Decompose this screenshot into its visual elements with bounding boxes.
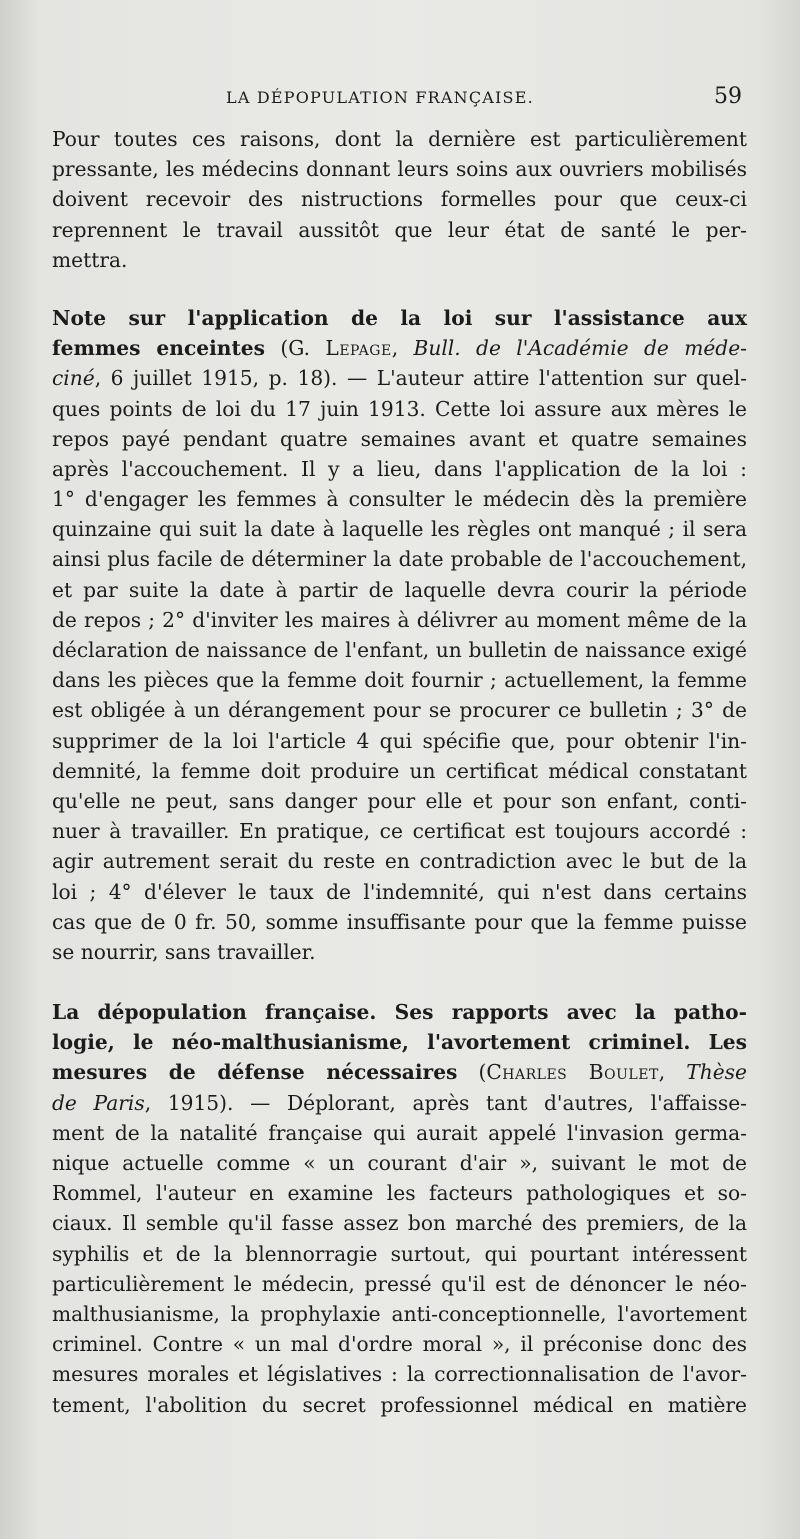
- page-header: [52, 84, 742, 118]
- paragraph-2: [52, 303, 747, 967]
- text-line: malthusianisme, la prophylaxie anti-conceptionnelle, l'avortement: [52, 1301, 747, 1326]
- entry-title: mesures de défense nécessaires: [52, 1060, 458, 1085]
- text-line: et par suite la date à partir de laquelle devra courir la période: [52, 577, 747, 602]
- text-line: [52, 333, 747, 363]
- text-line: tement, l'abolition du secret professionnel médical en matière: [52, 1392, 747, 1417]
- text-line: nique actuelle comme « un courant d'air », suivant le mot de: [52, 1151, 747, 1175]
- text-line: [52, 1057, 747, 1087]
- text-line: ainsi plus facile de déterminer la date probable de l'accouchement,: [52, 547, 747, 572]
- body-text: [52, 124, 747, 1420]
- author-name: Lepage: [325, 336, 392, 361]
- text-line: qu'elle ne peut, sans danger pour elle et pour son enfant, conti-: [52, 788, 747, 813]
- text-line: ques points de loi du 17 juin 1913. Cette loi assure aux mères le: [52, 396, 747, 421]
- thesis-title: Thèse: [686, 1060, 747, 1085]
- page-number: 59: [714, 84, 742, 109]
- journal-title: ciné: [52, 366, 95, 391]
- text-line: ment de la natalité française qui aurait appelé l'invasion germa-: [52, 1120, 747, 1145]
- text-line: quinzaine qui suit la date à laquelle les règles ont manqué ; il sera: [52, 517, 747, 542]
- text-line: [52, 303, 747, 333]
- running-title: LA DÉPOPULATION FRANÇAISE.: [226, 88, 534, 107]
- paragraph-gap: [52, 967, 747, 997]
- text-line: repos payé pendant quatre semaines avant et quatre semaines: [52, 426, 747, 451]
- text-line: pressante, les médecins donnant leurs soins aux ouvriers mobilisés: [52, 157, 747, 182]
- text-line: loi ; 4° d'élever le taux de l'indemnité, qui n'est dans certains: [52, 879, 747, 904]
- text-line: cas que de 0 fr. 50, somme insuffisante pour que la femme puisse: [52, 909, 747, 934]
- text-line: mettra.: [52, 247, 128, 272]
- text-line: se nourrir, sans travailler.: [52, 939, 316, 964]
- author-name: Charles Boulet: [486, 1060, 659, 1085]
- text-line: 1° d'engager les femmes à consulter le médecin dès la première: [52, 487, 747, 512]
- text-line: doivent recevoir des nistructions formelles pour que ceux-ci: [52, 187, 747, 212]
- text-line: [52, 1088, 747, 1118]
- text-line: de repos ; 2° d'inviter les maires à délivrer au moment même de la: [52, 607, 747, 632]
- paragraph-1: [52, 124, 747, 275]
- journal-title: Bull. de l'Académie de méde-: [413, 336, 747, 361]
- text-line: Rommel, l'auteur en examine les facteurs pathologiques et so-: [52, 1181, 747, 1206]
- entry-title: femmes enceintes: [52, 336, 265, 361]
- text-line: nuer à travailler. En pratique, ce certificat est toujours accordé :: [52, 819, 747, 844]
- text-line: particulièrement le médecin, pressé qu'il est de dénoncer le néo-: [52, 1271, 747, 1296]
- text-line: déclaration de naissance de l'enfant, un bulletin de naissance exigé: [52, 638, 747, 662]
- entry-title: La dépopulation française. Ses rapports avec la patho-: [52, 1000, 747, 1025]
- entry-title: logie, le néo-malthusianisme, l'avortement criminel. Les: [52, 1030, 747, 1055]
- paragraph-gap: [52, 275, 747, 303]
- text-line: [52, 997, 747, 1027]
- text-line: dans les pièces que la femme doit fournir ; actuellement, la femme: [52, 668, 747, 693]
- thesis-title: de Paris: [52, 1090, 145, 1115]
- text-fragment: , 6 juillet 1915, p. 18). — L'auteur attire l'attention sur quel-: [94, 366, 747, 391]
- text-line: syphilis et de la blennorragie surtout, qui pourtant intéressent: [52, 1241, 747, 1266]
- text-line: agir autrement serait du reste en contradiction avec le but de la: [52, 849, 747, 874]
- text-fragment: (G.: [264, 336, 326, 361]
- text-line: Pour toutes ces raisons, dont la dernière est particulièrement: [52, 127, 747, 151]
- paragraph-3: [52, 997, 747, 1420]
- text-line: ciaux. Il semble qu'il fasse assez bon marché des premiers, de la: [52, 1211, 747, 1236]
- text-line: [52, 363, 747, 393]
- entry-title: Note sur l'application de la loi sur l'assistance aux: [52, 305, 747, 330]
- text-line: reprennent le travail aussitôt que leur état de santé le per-: [52, 217, 747, 242]
- text-fragment: (: [457, 1060, 487, 1085]
- text-fragment: ,: [391, 336, 414, 361]
- text-line: [52, 1027, 747, 1057]
- text-line: mesures morales et législatives : la correctionnalisation de l'avor-: [52, 1362, 747, 1387]
- text-fragment: , 1915). — Déplorant, après tant d'autres, l'affaisse-: [144, 1090, 747, 1115]
- text-line: après l'accouchement. Il y a lieu, dans l'application de la loi :: [52, 456, 747, 481]
- text-fragment: ,: [658, 1060, 687, 1085]
- text-line: demnité, la femme doit produire un certificat médical constatant: [52, 758, 747, 783]
- text-line: est obligée à un dérangement pour se procurer ce bulletin ; 3° de: [52, 698, 747, 723]
- text-line: supprimer de la loi l'article 4 qui spécifie que, pour obtenir l'in-: [52, 728, 747, 753]
- text-line: criminel. Contre « un mal d'ordre moral », il préconise donc des: [52, 1332, 747, 1357]
